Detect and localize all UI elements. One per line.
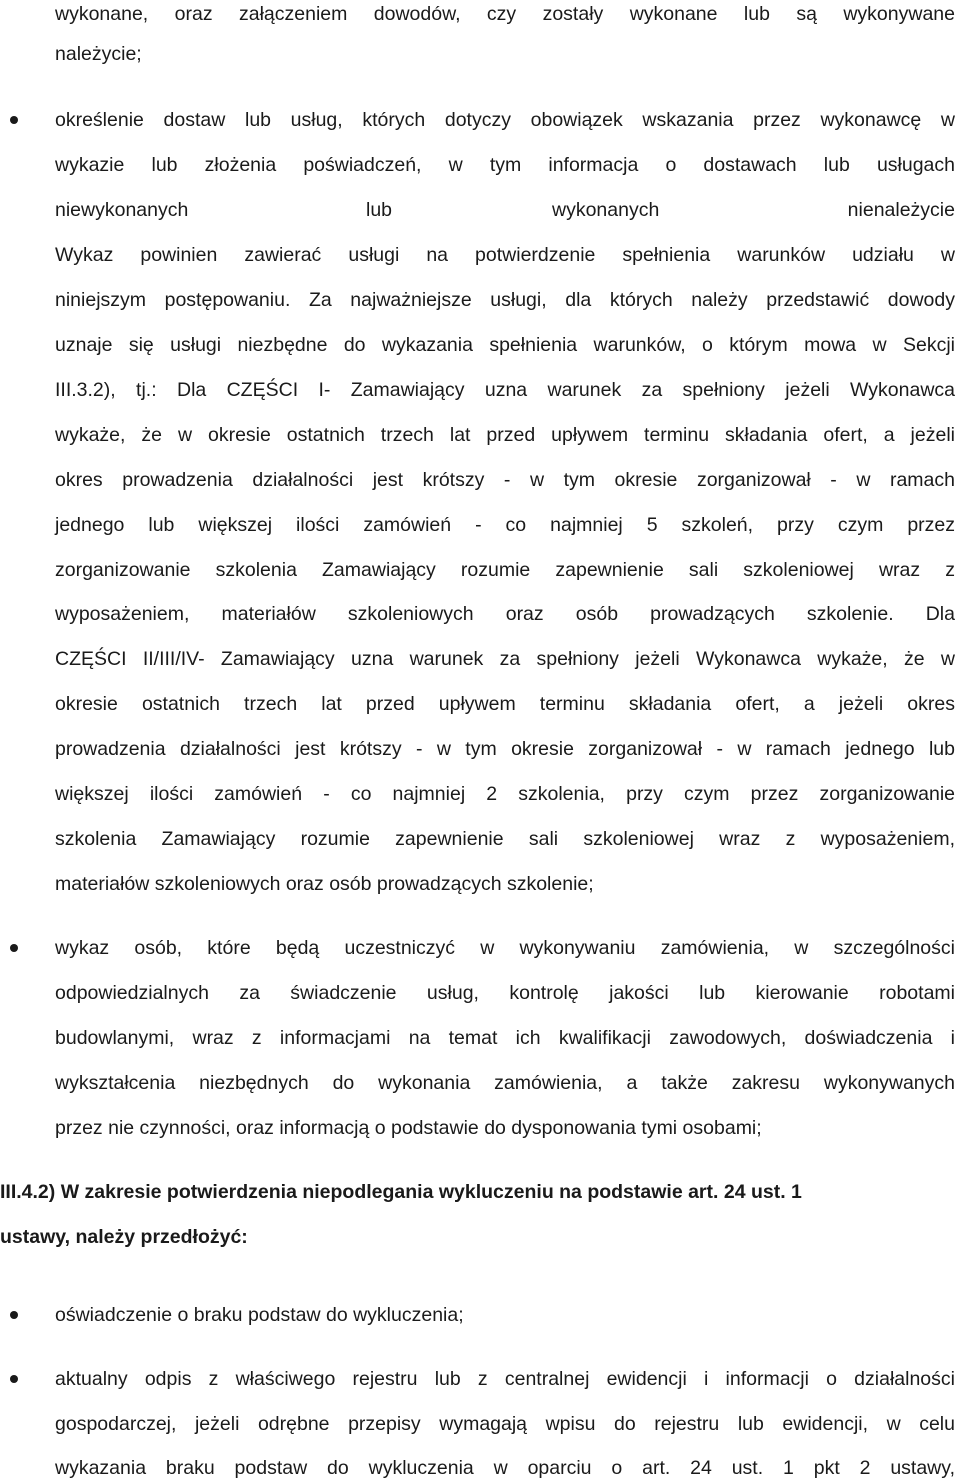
text-line: III.3.2), tj.: Dla CZĘŚCI I- Zamawiający uzna warunek za spełniony jeżeli Wykonawca [55, 379, 955, 401]
text-line: jednego lub większej ilości zamówień - co najmniej 5 szkoleń, przy czym przez [55, 514, 955, 536]
text-line: przez nie czynności, oraz informacją o podstawie do dysponowania tymi osobami; [55, 1117, 762, 1139]
text-line: okresie ostatnich trzech lat przed upływem terminu składania ofert, a jeżeli okres [55, 693, 955, 715]
bullet-icon [10, 1311, 18, 1319]
text-line: okres prowadzenia działalności jest krótszy - w tym okresie zorganizował - w ramach [55, 469, 955, 491]
section-heading: ustawy, należy przedłożyć: [0, 1226, 248, 1248]
text-line: należycie; [55, 43, 142, 65]
text-fragment: niewykonanych [55, 199, 189, 221]
text-line: odpowiedzialnych za świadczenie usług, kontrolę jakości lub kierowanie robotami [55, 982, 955, 1004]
text-line: wykaz osób, które będą uczestniczyć w wykonywaniu zamówienia, w szczególności [55, 937, 955, 959]
text-line: Wykaz powinien zawierać usługi na potwierdzenie spełnienia warunków udziału w [55, 244, 955, 266]
text-line: wykazania braku podstaw do wykluczenia w oparciu o art. 24 ust. 1 pkt 2 ustawy, [55, 1457, 955, 1479]
text-line: zorganizowanie szkolenia Zamawiający rozumie zapewnienie sali szkoleniowej wraz z [55, 559, 955, 581]
text-line: wykonane, oraz załączeniem dowodów, czy zostały wykonane lub są wykonywane [55, 3, 955, 25]
text-line: aktualny odpis z właściwego rejestru lub z centralnej ewidencji i informacji o działalności [55, 1368, 955, 1390]
text-line: większej ilości zamówień - co najmniej 2 szkolenia, przy czym przez zorganizowanie [55, 783, 955, 805]
text-line: prowadzenia działalności jest krótszy - w tym okresie zorganizował - w ramach jednego lub [55, 738, 955, 760]
text-fragment: wykonanych [552, 199, 660, 221]
text-fragment: nienależycie [847, 199, 955, 221]
text-line: uznaje się usługi niezbędne do wykazania spełnienia warunków, o którym mowa w Sekcji [55, 334, 955, 356]
text-line: określenie dostaw lub usług, których dotyczy obowiązek wskazania przez wykonawcę w [55, 109, 955, 131]
text-line: gospodarczej, jeżeli odrębne przepisy wymagają wpisu do rejestru lub ewidencji, w celu [55, 1413, 955, 1435]
bullet-icon [10, 944, 18, 952]
text-line: wykształcenia niezbędnych do wykonania zamówienia, a także zakresu wykonywanych [55, 1072, 955, 1094]
text-line: niniejszym postępowaniu. Za najważniejsze usługi, dla których należy przedstawić dowody [55, 289, 955, 311]
text-line: materiałów szkoleniowych oraz osób prowadzących szkolenie; [55, 873, 594, 895]
bullet-icon [10, 1375, 18, 1383]
text-line: wykazie lub złożenia poświadczeń, w tym informacja o dostawach lub usługach [55, 154, 955, 176]
text-line: CZĘŚCI II/III/IV- Zamawiający uzna warunek za spełniony jeżeli Wykonawca wykaże, że w [55, 648, 955, 670]
text-fragment: lub [366, 199, 393, 221]
text-line: wykaże, że w okresie ostatnich trzech lat przed upływem terminu składania ofert, a jeżeli [55, 424, 955, 446]
bullet-icon [10, 116, 18, 124]
text-line: szkolenia Zamawiający rozumie zapewnienie sali szkoleniowej wraz z wyposażeniem, [55, 828, 955, 850]
text-line: oświadczenie o braku podstaw do wykluczenia; [55, 1304, 464, 1326]
section-heading: III.4.2) W zakresie potwierdzenia niepodlegania wykluczeniu na podstawie art. 24 ust. 1 [0, 1181, 802, 1203]
text-line: budowlanymi, wraz z informacjami na temat ich kwalifikacji zawodowych, doświadczenia i [55, 1027, 955, 1049]
text-line: wyposażeniem, materiałów szkoleniowych oraz osób prowadzących szkolenie. Dla [55, 603, 955, 625]
